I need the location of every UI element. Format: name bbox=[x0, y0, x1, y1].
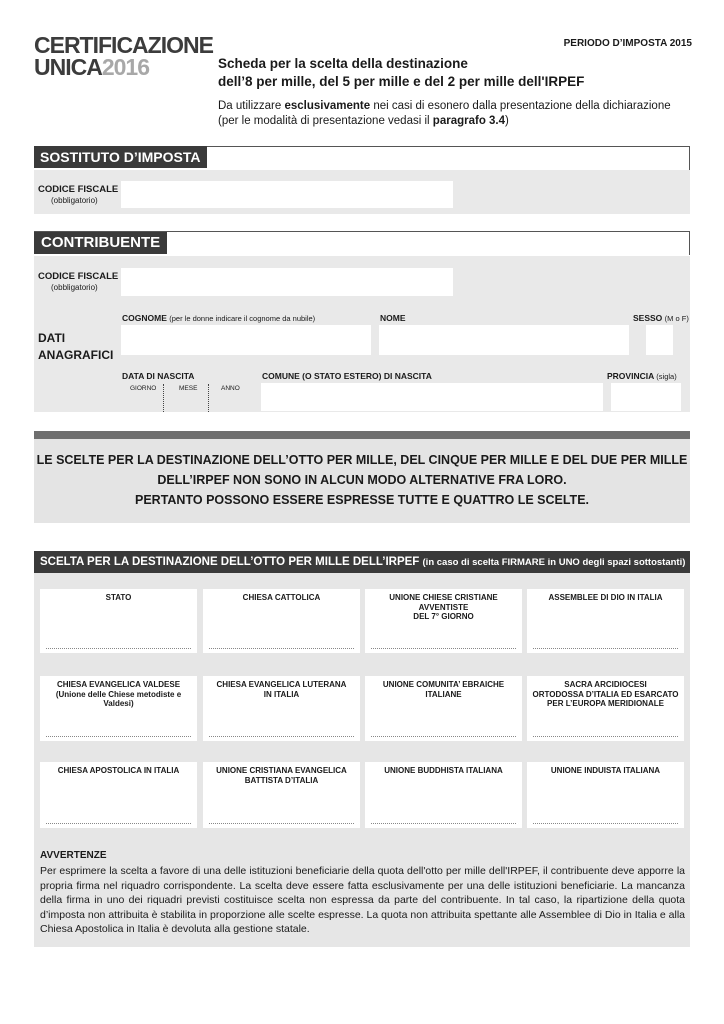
sostituto-heading: SOSTITUTO D’IMPOSTA bbox=[34, 146, 207, 168]
signature-box-label: (Unione delle Chiese metodiste e Valdesi) bbox=[55, 689, 182, 708]
signature-box-label: STATO bbox=[105, 593, 132, 602]
signature-box-label: CHIESA EVANGELICA VALDESE bbox=[56, 680, 181, 689]
signature-line bbox=[209, 735, 354, 737]
nome-input[interactable] bbox=[379, 325, 629, 355]
signature-box[interactable] bbox=[365, 589, 522, 653]
scelta-otto-per-mille-heading: SCELTA PER LA DESTINAZIONE DELL’OTTO PER MILLE DELL’IRPEF (in caso di scelta FIRMARE in UNO degli spazi sottostanti) bbox=[34, 551, 690, 573]
cognome-input[interactable] bbox=[121, 325, 371, 355]
nome-label: NOME bbox=[380, 313, 406, 323]
anno-label: ANNO bbox=[221, 385, 240, 392]
signature-box-label: IN ITALIA bbox=[263, 689, 300, 699]
signature-box-label: PER L’EUROPA MERIDIONALE bbox=[547, 699, 664, 708]
contribuente-heading: CONTRIBUENTE bbox=[34, 232, 167, 254]
signature-box[interactable] bbox=[203, 762, 360, 828]
sostituto-codice-fiscale-input[interactable] bbox=[121, 181, 453, 208]
signature-box-label: SACRA ARCIDIOCESI bbox=[564, 680, 647, 689]
signature-line bbox=[209, 647, 354, 649]
signature-box-label: CHIESA EVANGELICA LUTERANA bbox=[216, 680, 347, 689]
signature-box-label: UNIONE INDUISTA ITALIANA bbox=[550, 766, 661, 775]
provincia-label: PROVINCIA (sigla) bbox=[607, 371, 677, 381]
periodo-imposta: PERIODO D’IMPOSTA 2015 bbox=[563, 38, 692, 49]
signature-box[interactable] bbox=[203, 676, 360, 741]
signature-line bbox=[46, 735, 191, 737]
signature-line bbox=[533, 822, 678, 824]
page-title: Scheda per la scelta della destinazione dell’8 per mille, del 5 per mille e del 2 per mille dell'IRPEF bbox=[218, 56, 585, 89]
sostituto-cf-note: (obbligatorio) bbox=[51, 196, 98, 205]
banner-top-bar bbox=[34, 431, 690, 439]
signature-line bbox=[371, 647, 516, 649]
signature-box-label: ORTODOSSA D’ITALIA ED ESARCATO bbox=[532, 689, 679, 699]
contribuente-codice-fiscale-input[interactable] bbox=[121, 268, 453, 296]
signature-box-label: UNIONE BUDDHISTA ITALIANA bbox=[384, 766, 503, 775]
contribuente-cf-note: (obbligatorio) bbox=[51, 283, 98, 292]
page-subtitle: Da utilizzare esclusivamente nei casi di esonero dalla presentazione della dichiarazione (per le modalità di presentazione vedasi il paragrafo 3.4) bbox=[218, 100, 671, 127]
signature-box-label: UNIONE CHIESE CRISTIANE AVVENTISTE bbox=[389, 593, 498, 612]
provincia-input[interactable] bbox=[611, 383, 681, 411]
signature-line bbox=[46, 822, 191, 824]
signature-box-label: ASSEMBLEE DI DIO IN ITALIA bbox=[548, 593, 663, 602]
signature-line bbox=[371, 735, 516, 737]
signature-box-label: DEL 7° GIORNO bbox=[413, 612, 474, 621]
signature-line bbox=[533, 647, 678, 649]
signature-box[interactable] bbox=[527, 589, 684, 653]
signature-box[interactable] bbox=[203, 589, 360, 653]
signature-box[interactable] bbox=[365, 676, 522, 741]
comune-nascita-label: COMUNE (O STATO ESTERO) DI NASCITA bbox=[262, 371, 432, 381]
avvertenze-title: AVVERTENZE bbox=[40, 850, 107, 861]
giorno-label: GIORNO bbox=[130, 385, 157, 392]
data-nascita-label: DATA DI NASCITA bbox=[122, 371, 195, 381]
signature-box-label: BATTISTA D’ITALIA bbox=[244, 775, 319, 785]
signature-box[interactable] bbox=[40, 676, 197, 741]
sesso-input[interactable] bbox=[646, 325, 673, 355]
signature-box[interactable] bbox=[40, 762, 197, 828]
signature-box[interactable] bbox=[365, 762, 522, 828]
signature-box[interactable] bbox=[527, 676, 684, 741]
signature-box-label: CHIESA CATTOLICA bbox=[242, 593, 321, 602]
comune-nascita-input[interactable] bbox=[261, 383, 603, 411]
signature-box-label: UNIONE CRISTIANA EVANGELICA bbox=[216, 766, 347, 775]
signature-box-label: UNIONE COMUNITA’ EBRAICHE bbox=[382, 680, 505, 689]
signature-line bbox=[371, 822, 516, 824]
signature-line bbox=[46, 647, 191, 649]
sostituto-cf-label: CODICE FISCALE bbox=[38, 184, 119, 195]
signature-box-label: ITALIANE bbox=[425, 689, 462, 699]
signature-line bbox=[533, 735, 678, 737]
dati-anagrafici-label: DATI ANAGRAFICI bbox=[38, 331, 114, 362]
data-nascita-input[interactable] bbox=[121, 394, 253, 410]
signature-box[interactable] bbox=[527, 762, 684, 828]
signature-box[interactable] bbox=[40, 589, 197, 653]
logo-unica: UNICA2016 bbox=[34, 54, 150, 80]
contribuente-cf-label: CODICE FISCALE bbox=[38, 271, 119, 282]
scelte-banner: LE SCELTE PER LA DESTINAZIONE DELL’OTTO PER MILLE, DEL CINQUE PER MILLE E DEL DUE PER MILLE DELL’IRPEF NON SONO IN ALCUN MODO ALTERNATIVE FRA LORO. PERTANTO POSSONO ESSERE ESPRESSE TUTTE E QUATTRO LE SCELTE. bbox=[34, 439, 690, 523]
mese-label: MESE bbox=[179, 385, 198, 392]
logo-certificazione: CERTIFICAZIONE bbox=[34, 32, 213, 58]
signature-line bbox=[209, 822, 354, 824]
avvertenze-text: Per esprimere la scelta a favore di una delle istituzioni beneficiarie della quota dell'otto per mille dell'IRPEF, il contribuente deve apporre la propria firma nel riquadro corrispondente. La scelta deve essere fatta esclusivamente per una delle istituzioni beneficiarie. La mancanza della firma in uno dei riquadri previsti costituisce scelta non espressa da parte del contribuente. In tal caso, la ripartizione della quota d’imposta non attribuita è stabilita in proporzione alle scelte espresse. La quota non attribuita spettante alle Assemblee di Dio in Italia e alla Chiesa Apostolica in Italia è devoluta alla gestione statale. bbox=[40, 865, 685, 935]
cognome-label: COGNOME (per le donne indicare il cognome da nubile) bbox=[122, 313, 316, 323]
sesso-label: SESSO (M o F) bbox=[633, 313, 689, 323]
signature-box-label: CHIESA APOSTOLICA IN ITALIA bbox=[57, 766, 180, 775]
